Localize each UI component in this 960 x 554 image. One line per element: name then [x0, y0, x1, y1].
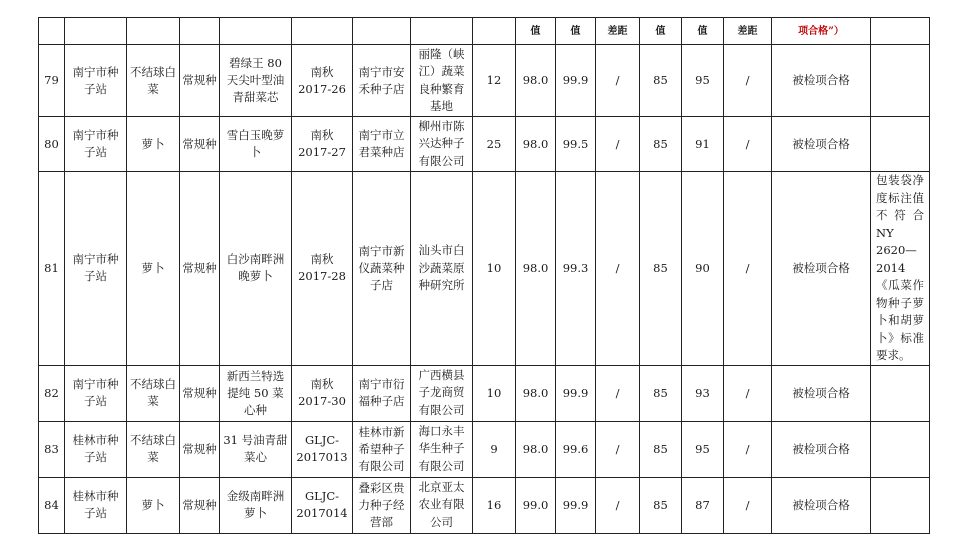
value-cell: 99.9	[556, 365, 596, 421]
value-cell: 85	[640, 45, 682, 117]
variety-cell: 新西兰特选提纯 50 菜心种	[220, 365, 292, 421]
value-cell: 85	[640, 477, 682, 533]
value-cell: 98.0	[516, 421, 556, 477]
note-cell	[871, 45, 930, 117]
header-cell: 值	[682, 18, 724, 45]
value-cell: 87	[682, 477, 724, 533]
value-cell: 90	[682, 172, 724, 366]
producer-cell: 柳州市陈兴达种子有限公司	[411, 117, 473, 172]
value-cell: 95	[682, 421, 724, 477]
type-cell: 常规种	[180, 421, 220, 477]
diff-cell: /	[724, 45, 772, 117]
header-cell	[220, 18, 292, 45]
qty-cell: 25	[473, 117, 516, 172]
header-cell: 差距	[724, 18, 772, 45]
row-number: 84	[39, 477, 65, 533]
diff-cell: /	[596, 45, 640, 117]
header-cell	[473, 18, 516, 45]
result-cell: 被检项合格	[772, 117, 871, 172]
variety-cell: 金级南畔洲萝卜	[220, 477, 292, 533]
seller-cell: 南宁市立君菜种店	[353, 117, 411, 172]
note-cell	[871, 477, 930, 533]
header-cell	[292, 18, 353, 45]
header-cell	[180, 18, 220, 45]
seller-cell: 叠彩区贵力种子经营部	[353, 477, 411, 533]
station-cell: 南宁市种子站	[65, 365, 127, 421]
table-header-row	[39, 18, 930, 45]
station-cell: 桂林市种子站	[65, 477, 127, 533]
header-cell: 值	[556, 18, 596, 45]
value-cell: 99.9	[556, 477, 596, 533]
value-cell: 99.9	[556, 45, 596, 117]
variety-cell: 31 号油青甜菜心	[220, 421, 292, 477]
crop-cell: 萝卜	[127, 477, 180, 533]
variety-cell: 白沙南畔洲晚萝卜	[220, 172, 292, 366]
value-cell: 93	[682, 365, 724, 421]
diff-cell: /	[724, 477, 772, 533]
station-cell: 南宁市种子站	[65, 45, 127, 117]
diff-cell: /	[724, 117, 772, 172]
header-cell	[411, 18, 473, 45]
table-row	[39, 45, 930, 117]
diff-cell: /	[724, 172, 772, 366]
value-cell: 99.5	[556, 117, 596, 172]
table-row	[39, 421, 930, 477]
value-cell: 85	[640, 117, 682, 172]
note-cell	[871, 365, 930, 421]
value-cell: 95	[682, 45, 724, 117]
note-cell	[871, 117, 930, 172]
header-cell: 项合格”）	[772, 18, 871, 45]
table-row	[39, 172, 930, 366]
value-cell: 85	[640, 365, 682, 421]
table-row	[39, 477, 930, 533]
table-row	[39, 365, 930, 421]
value-cell: 98.0	[516, 45, 556, 117]
result-cell: 被检项合格	[772, 172, 871, 366]
qty-cell: 9	[473, 421, 516, 477]
diff-cell: /	[596, 421, 640, 477]
value-cell: 85	[640, 421, 682, 477]
batch-cell: GLJC-2017013	[292, 421, 353, 477]
type-cell: 常规种	[180, 172, 220, 366]
variety-cell: 碧绿王 80 天尖叶型油青甜菜芯	[220, 45, 292, 117]
producer-cell: 海口永丰华生种子有限公司	[411, 421, 473, 477]
header-cell	[39, 18, 65, 45]
batch-cell: 南秋 2017-27	[292, 117, 353, 172]
producer-cell: 丽隆（峡江）蔬菜良种繁育基地	[411, 45, 473, 117]
row-number: 81	[39, 172, 65, 366]
diff-cell: /	[596, 365, 640, 421]
variety-cell: 雪白玉晚萝卜	[220, 117, 292, 172]
note-cell	[871, 421, 930, 477]
crop-cell: 萝卜	[127, 117, 180, 172]
header-cell	[871, 18, 930, 45]
row-number: 79	[39, 45, 65, 117]
value-cell: 85	[640, 172, 682, 366]
producer-cell: 北京亚太农业有限公司	[411, 477, 473, 533]
qty-cell: 10	[473, 365, 516, 421]
qty-cell: 16	[473, 477, 516, 533]
diff-cell: /	[596, 172, 640, 366]
crop-cell: 不结球白菜	[127, 45, 180, 117]
diff-cell: /	[596, 117, 640, 172]
producer-cell: 广西横县子龙商贸有限公司	[411, 365, 473, 421]
row-number: 83	[39, 421, 65, 477]
value-cell: 98.0	[516, 172, 556, 366]
result-cell: 被检项合格	[772, 421, 871, 477]
value-cell: 99.6	[556, 421, 596, 477]
type-cell: 常规种	[180, 117, 220, 172]
seller-cell: 南宁市新仪蔬菜种子店	[353, 172, 411, 366]
batch-cell: 南秋 2017-30	[292, 365, 353, 421]
row-number: 82	[39, 365, 65, 421]
header-cell	[65, 18, 127, 45]
batch-cell: 南秋 2017-28	[292, 172, 353, 366]
value-cell: 99.3	[556, 172, 596, 366]
header-cell: 值	[516, 18, 556, 45]
value-cell: 99.0	[516, 477, 556, 533]
batch-cell: GLJC-2017014	[292, 477, 353, 533]
result-cell: 被检项合格	[772, 45, 871, 117]
crop-cell: 不结球白菜	[127, 421, 180, 477]
type-cell: 常规种	[180, 45, 220, 117]
value-cell: 91	[682, 117, 724, 172]
header-cell	[127, 18, 180, 45]
table-row	[39, 117, 930, 172]
result-cell: 被检项合格	[772, 365, 871, 421]
batch-cell: 南秋 2017-26	[292, 45, 353, 117]
crop-cell: 萝卜	[127, 172, 180, 366]
producer-cell: 汕头市白沙蔬菜原种研究所	[411, 172, 473, 366]
seller-cell: 桂林市新希望种子有限公司	[353, 421, 411, 477]
seller-cell: 南宁市衍福种子店	[353, 365, 411, 421]
value-cell: 98.0	[516, 117, 556, 172]
header-cell	[353, 18, 411, 45]
value-cell: 98.0	[516, 365, 556, 421]
station-cell: 桂林市种子站	[65, 421, 127, 477]
type-cell: 常规种	[180, 365, 220, 421]
diff-cell: /	[724, 365, 772, 421]
row-number: 80	[39, 117, 65, 172]
station-cell: 南宁市种子站	[65, 117, 127, 172]
header-cell: 值	[640, 18, 682, 45]
note-cell: 包装袋净度标注值不符合NY 2620—2014《瓜菜作物种子萝卜和胡萝卜》标准要求。	[871, 172, 930, 366]
station-cell: 南宁市种子站	[65, 172, 127, 366]
crop-cell: 不结球白菜	[127, 365, 180, 421]
type-cell: 常规种	[180, 477, 220, 533]
qty-cell: 10	[473, 172, 516, 366]
qty-cell: 12	[473, 45, 516, 117]
inspection-table	[38, 17, 930, 534]
header-cell: 差距	[596, 18, 640, 45]
seller-cell: 南宁市安禾种子店	[353, 45, 411, 117]
diff-cell: /	[596, 477, 640, 533]
diff-cell: /	[724, 421, 772, 477]
result-cell: 被检项合格	[772, 477, 871, 533]
